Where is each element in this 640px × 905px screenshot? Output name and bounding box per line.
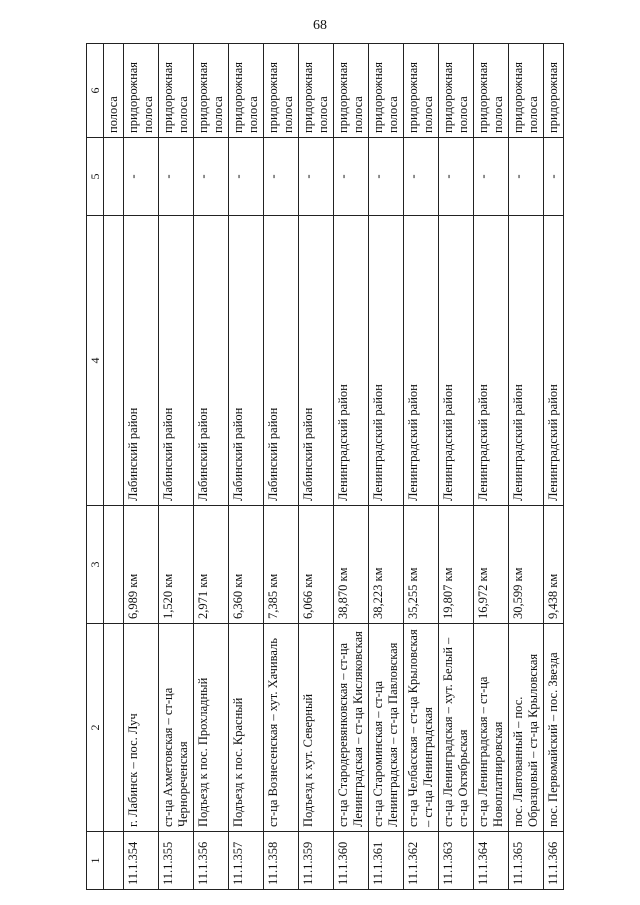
cell-col5: -: [369, 138, 404, 216]
cell-road-name: ст-ца Ахметовская – ст-ца Чернореченская: [159, 624, 194, 832]
cell-id: 11.1.363: [439, 832, 474, 890]
cell-district: Ленинградский район: [439, 216, 474, 506]
cell-col5: -: [264, 138, 299, 216]
cell-zone: придорожная полоса: [194, 44, 229, 138]
cell-col5: -: [439, 138, 474, 216]
table-row: [124, 44, 159, 890]
cell-id: 11.1.362: [404, 832, 439, 890]
cell-district: Лабинский район: [264, 216, 299, 506]
cell-road-name: ст-ца Стародеревянковская – ст-ца Ленинградская – ст-ца Кисляковская: [334, 624, 369, 832]
table-row: [544, 44, 564, 890]
table-row: [159, 44, 194, 890]
cell-road-name: Подъезд к хут. Северный: [299, 624, 334, 832]
cell-zone: придорожная полоса: [369, 44, 404, 138]
cell-col5: -: [159, 138, 194, 216]
cell-id: 11.1.366: [544, 832, 564, 890]
header-col-4: 4: [87, 216, 104, 506]
cell-id: 11.1.355: [159, 832, 194, 890]
cell-length: 16,972 км: [474, 506, 509, 624]
cell-district: Ленинградский район: [544, 216, 564, 506]
cell-zone: придорожная полоса: [474, 44, 509, 138]
cell-district: Лабинский район: [159, 216, 194, 506]
cell-id: 11.1.359: [299, 832, 334, 890]
cell-id: 11.1.361: [369, 832, 404, 890]
cell-road-name: г. Лабинск – пос. Луч: [124, 624, 159, 832]
cell-road-name: ст-ца Ленинградская – хут. Белый – ст-ца Октябрьская: [439, 624, 474, 832]
cell-zone: придорожная полоса: [264, 44, 299, 138]
table-row: [439, 44, 474, 890]
rotated-table-sheet: [86, 44, 608, 890]
cell-district: Лабинский район: [124, 216, 159, 506]
cell-id: 11.1.357: [229, 832, 264, 890]
cell-length: 6,360 км: [229, 506, 264, 624]
cell-length: 38,223 км: [369, 506, 404, 624]
cell-district: Ленинградский район: [404, 216, 439, 506]
cell-col5: -: [544, 138, 564, 216]
cell-district: Ленинградский район: [334, 216, 369, 506]
cell-length: 38,870 км: [334, 506, 369, 624]
table-row: [334, 44, 369, 890]
header-col-3: 3: [87, 506, 104, 624]
cell-id: 11.1.356: [194, 832, 229, 890]
cell-road-name: ст-ца Вознесенская – хут. Хачиваль: [264, 624, 299, 832]
cell-district: Ленинградский район: [474, 216, 509, 506]
cell-id: 11.1.365: [509, 832, 544, 890]
cell-length: 30,599 км: [509, 506, 544, 624]
cell-col5: -: [124, 138, 159, 216]
cell-zone: придорожная полоса: [159, 44, 194, 138]
cell-col5: -: [509, 138, 544, 216]
cell-zone: придорожная: [544, 44, 564, 138]
cell-zone: придорожная полоса: [124, 44, 159, 138]
cell-zone: придорожная полоса: [334, 44, 369, 138]
cell-id: 11.1.364: [474, 832, 509, 890]
table-row: [229, 44, 264, 890]
header-col-1: 1: [87, 832, 104, 890]
table-row: [194, 44, 229, 890]
cell-length: 2,971 км: [194, 506, 229, 624]
header-col-2: 2: [87, 624, 104, 832]
cell-col5: -: [404, 138, 439, 216]
cell-col5: -: [474, 138, 509, 216]
table-row: [369, 44, 404, 890]
cell-id: 11.1.358: [264, 832, 299, 890]
table-row: [509, 44, 544, 890]
cell-zone: придорожная полоса: [229, 44, 264, 138]
cell-district: Ленинградский район: [369, 216, 404, 506]
cell-road-name: Подъезд к пос. Прохладный: [194, 624, 229, 832]
continuation-row: [104, 44, 124, 890]
table-row: [264, 44, 299, 890]
cell-zone: придорожная полоса: [299, 44, 334, 138]
cell-zone: придорожная полоса: [509, 44, 544, 138]
cell-zone: придорожная полоса: [404, 44, 439, 138]
cell-district: Лабинский район: [229, 216, 264, 506]
cell-id: 11.1.360: [334, 832, 369, 890]
cell-road-name: ст-ца Староминская – ст-ца Ленинградская – ст-ца Павловская: [369, 624, 404, 832]
table-row: [474, 44, 509, 890]
cell-length: 6,989 км: [124, 506, 159, 624]
table-body: [104, 44, 564, 890]
header-row: [87, 44, 104, 890]
cell-district: Лабинский район: [299, 216, 334, 506]
roads-table: [86, 43, 564, 890]
page-number: 68: [313, 18, 327, 33]
cell-id: 11.1.354: [124, 832, 159, 890]
cell-length: 19,807 км: [439, 506, 474, 624]
cell-length: 1,520 км: [159, 506, 194, 624]
header-col-5: 5: [87, 138, 104, 216]
cell-road-name: ст-ца Ленинградская – ст-ца Новоплатнировская: [474, 624, 509, 832]
table-row: [404, 44, 439, 890]
table-row: [299, 44, 334, 890]
continuation-cell: полоса: [104, 44, 124, 138]
cell-road-name: пос. Первомайский – пос. Звезда: [544, 624, 564, 832]
cell-district: Ленинградский район: [509, 216, 544, 506]
cell-col5: -: [334, 138, 369, 216]
cell-road-name: Подъезд к пос. Красный: [229, 624, 264, 832]
cell-length: 6,066 км: [299, 506, 334, 624]
cell-col5: -: [299, 138, 334, 216]
cell-length: 35,255 км: [404, 506, 439, 624]
header-col-6: 6: [87, 44, 104, 138]
cell-road-name: ст-ца Челбасская – ст-ца Крыловская – ст-ца Ленинградская: [404, 624, 439, 832]
cell-zone: придорожная полоса: [439, 44, 474, 138]
cell-district: Лабинский район: [194, 216, 229, 506]
cell-road-name: пос. Лавтованный – пос. Образцовый – ст-ца Крыловская: [509, 624, 544, 832]
cell-col5: -: [194, 138, 229, 216]
cell-col5: -: [229, 138, 264, 216]
cell-length: 7,385 км: [264, 506, 299, 624]
cell-length: 9,438 км: [544, 506, 564, 624]
